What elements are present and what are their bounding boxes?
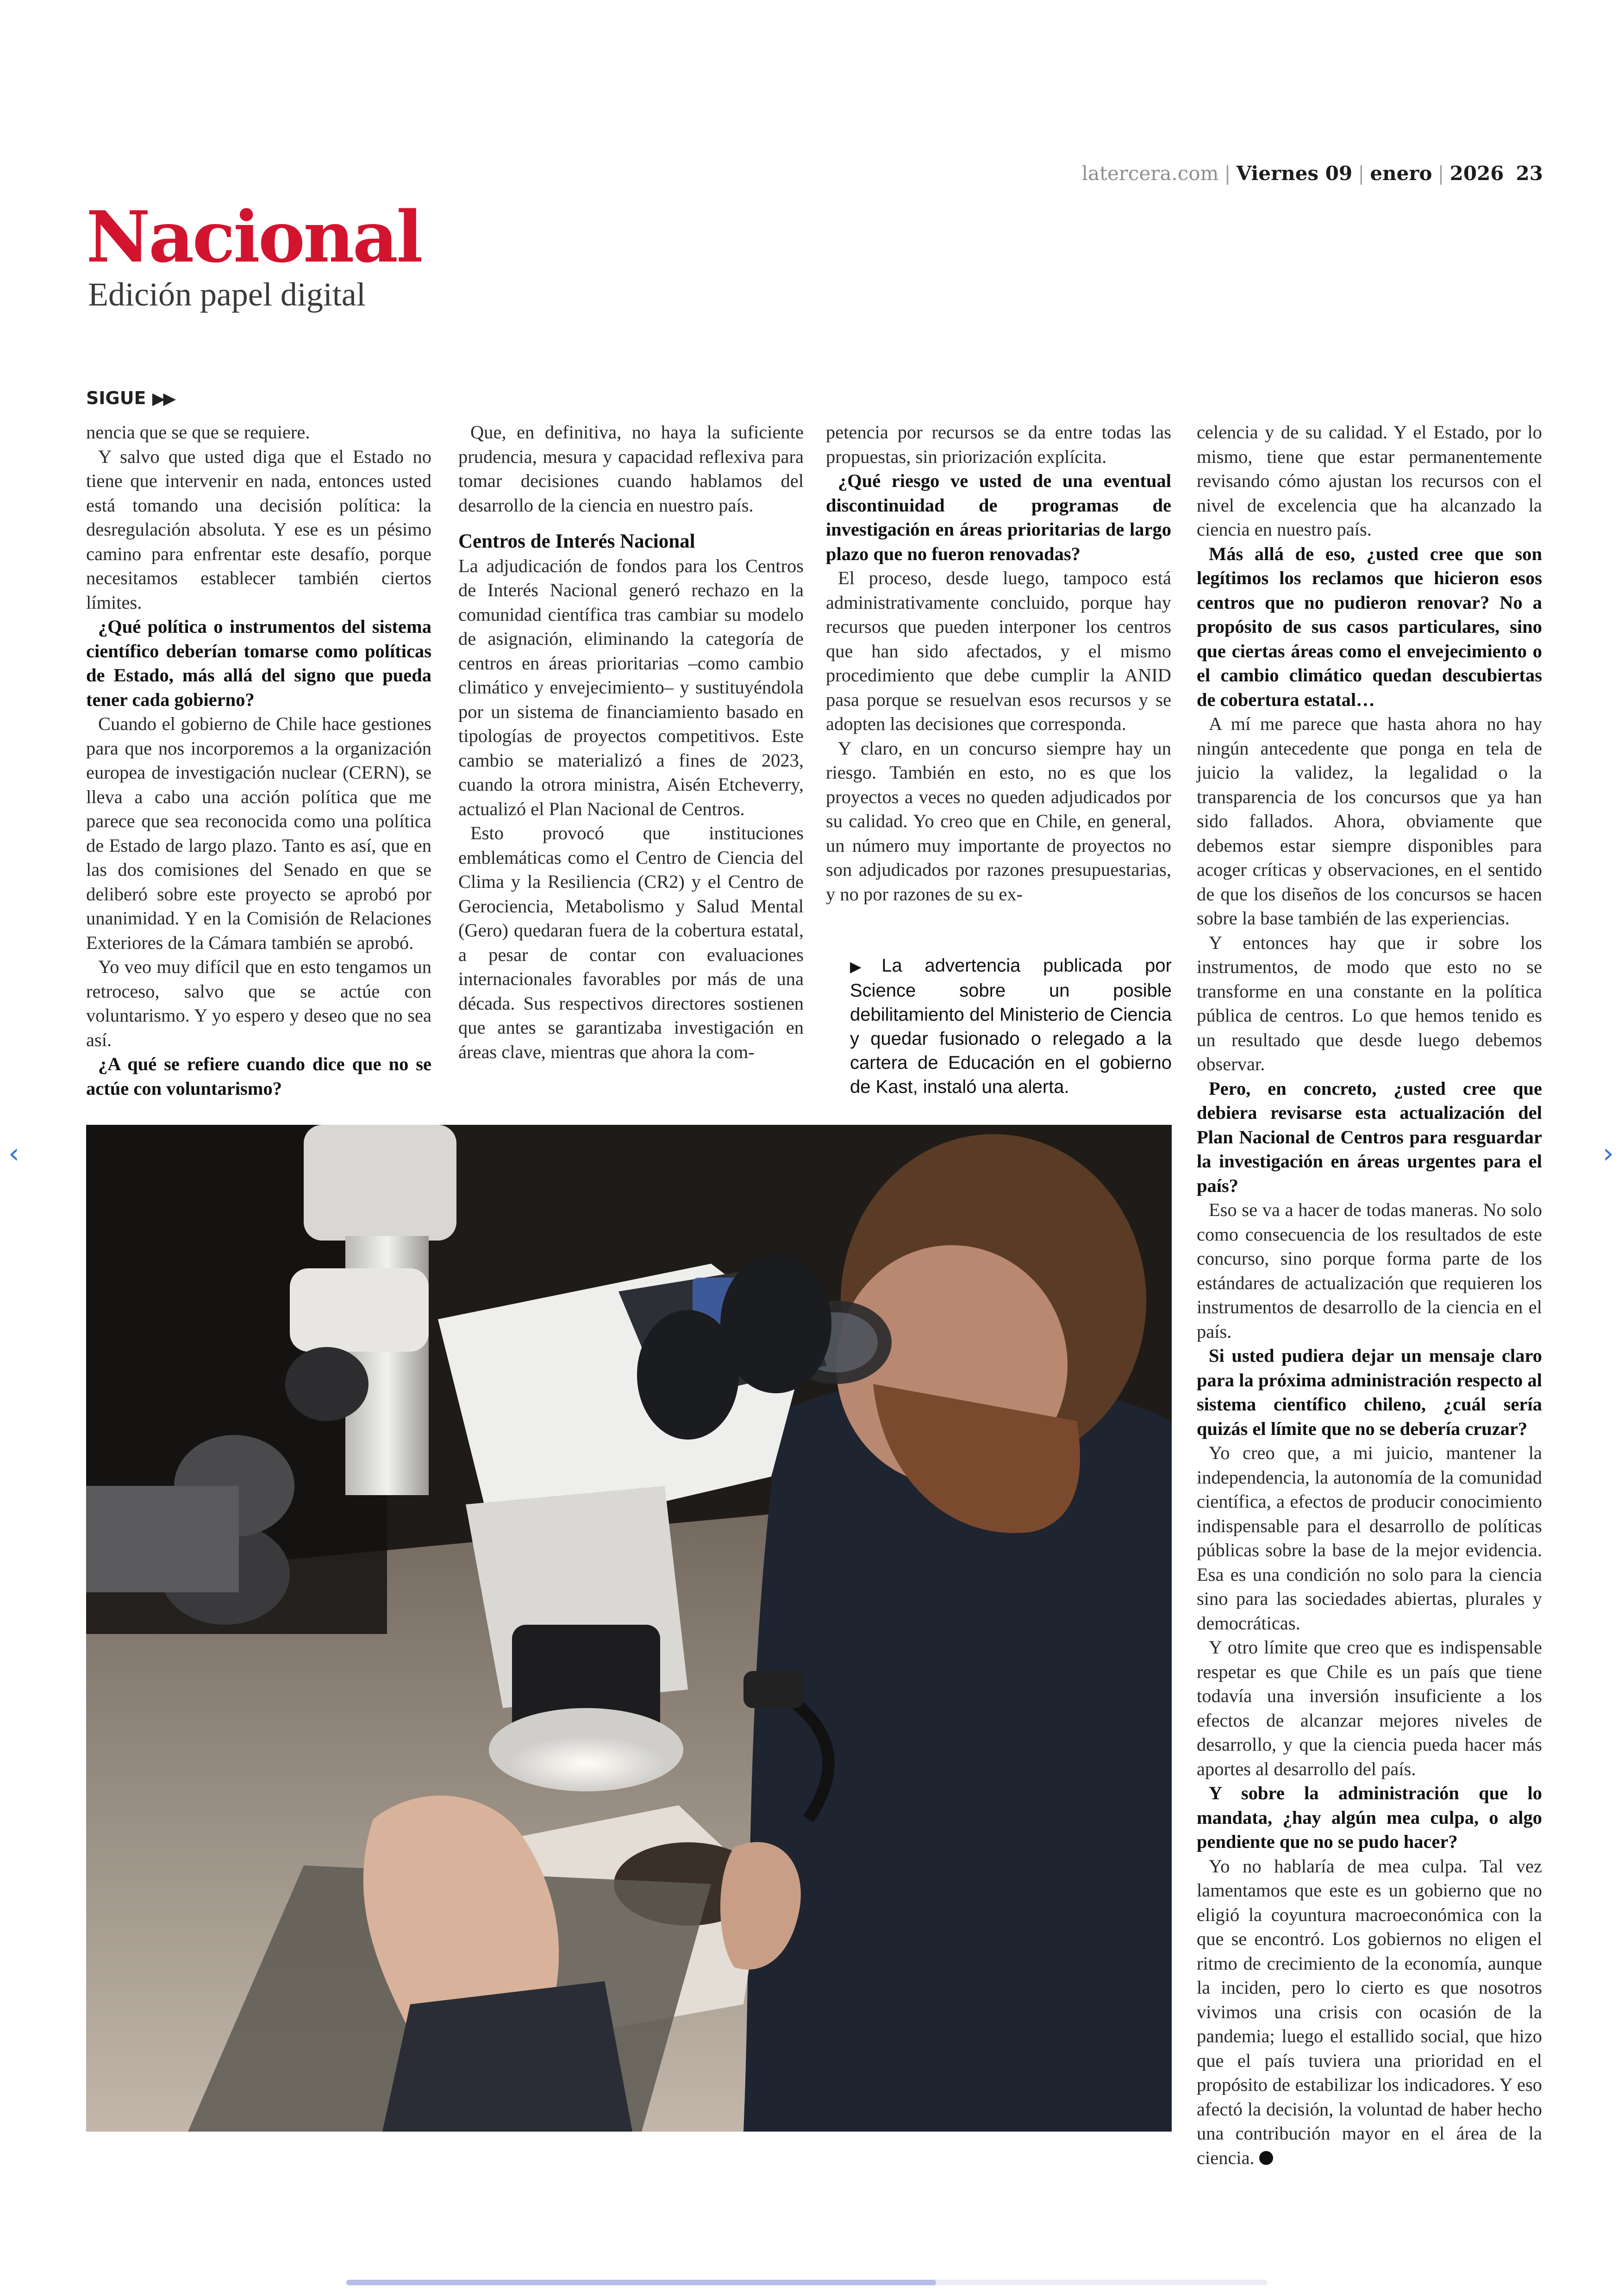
interview-question: ¿Qué riesgo ve usted de una eventual discontinuidad de programas de investigación en áreas prioritarias de largo plazo que no fueron renovadas? bbox=[826, 470, 1171, 564]
section-title: Nacional bbox=[86, 195, 421, 278]
header-weekday: Viernes 09 bbox=[1236, 162, 1353, 185]
article-column-4 bbox=[1197, 420, 1542, 2170]
paragraph: Yo veo muy difícil que en esto tengamos un retroceso, salvo que se actúe con voluntarismo. Y yo espero y deseo que no sea así. bbox=[86, 956, 431, 1050]
interview-question: Si usted pudiera dejar un mensaje claro para la próxima administración respecto al sistema científico chileno, ¿cuál sería quizás el límite que no se debería cruzar? bbox=[1197, 1345, 1542, 1439]
paragraph: Cuando el gobierno de Chile hace gestiones para que nos incorporemos a la organización europea de investigación nuclear (CERN), se lleva a cabo una acción política que me parece que sea reconocida como una política de Estado de largo plazo. Tanto es así, que en las dos comisiones del Senado en que se deliberó sobre este proyecto se aprobó por unanimidad. Y en la Comisión de Relaciones Exteriores de la Cámara también se aprobó. bbox=[86, 713, 431, 953]
page-progress-fill bbox=[346, 2280, 936, 2285]
continued-label bbox=[86, 388, 174, 408]
final-paragraph-text: Yo no hablaría de mea culpa. Tal vez lamentamos que este es un gobierno que no eligió la coyuntura macroeconómica con la que se encontró. Los gobiernos no eligen el ritmo de crecimiento de la economía, aunque la inciden, pero lo cierto es que nosotros vivimos una crisis con ocasión de la pandemia; luego el estallido social, que hizo que el país tuviera una prioridad en el propósito de estabilizar los indicadores. Y eso afectó la decisión, la voluntad de haber hecho una contribución mayor en el área de la ciencia. bbox=[1197, 1855, 1542, 2168]
paragraph bbox=[1197, 1854, 1542, 2170]
paragraph: Y otro límite que creo que es indispensable respetar es que Chile es un país que tiene todavía una inversión insuficiente a los efectos de alcanzar mejores niveles de desarrollo, y que la ciencia pueda hacer más aportes al desarrollo del país. bbox=[1197, 1637, 1542, 1779]
site-name: latercera.com bbox=[1081, 162, 1219, 185]
pull-quote bbox=[850, 954, 1172, 1099]
triangle-bullet-icon: ▶ bbox=[850, 958, 879, 975]
interview-question: Más allá de eso, ¿usted cree que son legítimos los reclamos que hicieron esos centros que no pudieron renovar? No a propósito de sus casos particulares, sino que ciertas áreas como el envejecimiento o el cambio climático quedan descubiertas de cobertura estatal… bbox=[1197, 543, 1542, 710]
chevron-right-icon[interactable]: › bbox=[1603, 1137, 1614, 1170]
edition-subtitle: Edición papel digital bbox=[88, 276, 366, 313]
header-month: enero bbox=[1370, 162, 1432, 185]
page-header-meta: latercera.com | Viernes 09 | enero | 2026 23 bbox=[1081, 162, 1543, 185]
paragraph: celencia y de su calidad. Y el Estado, por lo mismo, tiene que estar permanentemente revisando cómo ajustan los recursos con el nivel de excelencia que ha alcanzado la ciencia en nuestro país. bbox=[1197, 422, 1542, 540]
chevron-left-icon[interactable]: ‹ bbox=[8, 1137, 19, 1170]
interview-question: ¿A qué se refiere cuando dice que no se actúe con voluntarismo? bbox=[86, 1054, 431, 1099]
header-year: 2026 bbox=[1449, 162, 1504, 185]
paragraph: petencia por recursos se da entre todas las propuestas, sin priorización explícita. bbox=[826, 422, 1171, 467]
paragraph: Y entonces hay que ir sobre los instrumentos, de modo que esto no se transforme en una constante en la política pública de centros. Lo que hemos tenido es un resultado que desde luego debemos observar. bbox=[1197, 932, 1542, 1074]
subheading: Centros de Interés Nacional bbox=[458, 530, 695, 552]
interview-question: ¿Qué política o instrumentos del sistema científico deberían tomarse como políticas de Estado, más allá del signo que pueda tener cada gobierno? bbox=[86, 616, 431, 710]
paragraph: Esto provocó que instituciones emblemáticas como el Centro de Ciencia del Clima y la Resiliencia (CR2) y el Centro de Gerociencia, Metabolismo y Salud Mental (Gero) quedaran fuera de la cobertura estatal, a pesar de contar con evaluaciones internacionales favorables por más de una década. Sus respectivos directores sostienen que antes se garantizaba investigación en áreas clave, mientras que ahora la com- bbox=[458, 823, 804, 1062]
paragraph: A mí me parece que hasta ahora no hay ningún antecedente que ponga en tela de juicio la validez, la legalidad o la transparencia de los concursos que ya han sido fallados. Ahora, obviamente que debemos estar siempre disponibles para acoger críticas y observaciones, en el sentido de que los diseños de los concursos se hacen sobre la base también de las experiencias. bbox=[1197, 713, 1542, 929]
end-mark-icon bbox=[1259, 2151, 1273, 2165]
page-number: 23 bbox=[1516, 162, 1543, 185]
article-column-1 bbox=[86, 420, 431, 1101]
paragraph: Y salvo que usted diga que el Estado no tiene que intervenir en nada, entonces usted está tomando una decisión política: la desregulación absoluta. Y ese es un pésimo camino para enfrentar este desafío, porque necesitamos establecer también ciertos límites. bbox=[86, 446, 431, 613]
interview-question: Pero, en concreto, ¿usted cree que debiera revisarse esta actualización del Plan Nacional de Centros para resguardar la investigación en áreas urgentes para el país? bbox=[1197, 1078, 1542, 1196]
article-column-2 bbox=[458, 420, 804, 1064]
paragraph: Y claro, en un concurso siempre hay un riesgo. También en esto, no es que los proyectos a veces no queden adjudicados por su calidad. Yo creo que en Chile, en general, un número muy importante de proyectos no son adjudicados por razones presupuestarias, y no por razones de su ex- bbox=[826, 737, 1171, 904]
paragraph: Yo creo que, a mi juicio, mantener la independencia, la autonomía de la comunidad científica, a efectos de producir conocimiento indispensable para el desarrollo de políticas públicas sobre la base de la mejor evidencia. Esa es una condición no solo para la ciencia sino para las sociedades abiertas, plurales y democráticas. bbox=[1197, 1442, 1542, 1634]
paragraph: La adjudicación de fondos para los Centros de Interés Nacional generó rechazo en la comunidad científica tras cambiar su modelo de asignación, eliminando la categoría de centros en áreas prioritarias –como cambio climático y envejecimiento– y sustituyéndola por un sistema de financiamiento basado en tipologías de proyectos competitivos. Este cambio se materializó a fines de 2023, cuando la otrora ministra, Aisén Etcheverry, actualizó el Plan Nacional de Centros. bbox=[458, 555, 804, 819]
sigue-text: SIGUE bbox=[86, 388, 146, 408]
page-progress-bar[interactable] bbox=[346, 2280, 1268, 2285]
interview-question: Y sobre la administración que lo mandata, ¿hay algún mea culpa, o algo pendiente que no se pudo hacer? bbox=[1197, 1783, 1542, 1852]
double-arrow-icon: ▶▶ bbox=[152, 389, 175, 408]
paragraph: Eso se va a hacer de todas maneras. No solo como consecuencia de los resultados de este concurso, sino porque forma parte de los estándares de actualización que requieren los instrumentos de desarrollo de la ciencia en el país. bbox=[1197, 1199, 1542, 1342]
article-photo bbox=[86, 1125, 1172, 2132]
article-column-3 bbox=[826, 420, 1171, 906]
pull-quote-text: La advertencia publicada por Science sobre un posible debilitamiento del Ministerio de Ciencia y quedar fusionado o relegado a la cartera de Educación en el gobierno de Kast, instaló una alerta. bbox=[850, 955, 1172, 1097]
microscope-photo-illustration bbox=[86, 1125, 1172, 2132]
paragraph: Que, en definitiva, no haya la suficiente prudencia, mesura y capacidad reflexiva para tomar decisiones cuando hablamos del desarrollo de la ciencia en nuestro país. bbox=[458, 422, 804, 516]
paragraph: El proceso, desde luego, tampoco está administrativamente concluido, porque hay recursos que pueden interponer los centros que han sido afectados, y el mismo procedimiento que debe cumplir la ANID pasa porque se resuelvan esos recursos y se adopten las decisiones que corresponda. bbox=[826, 568, 1171, 734]
paragraph: nencia que se que se requiere. bbox=[86, 422, 310, 443]
